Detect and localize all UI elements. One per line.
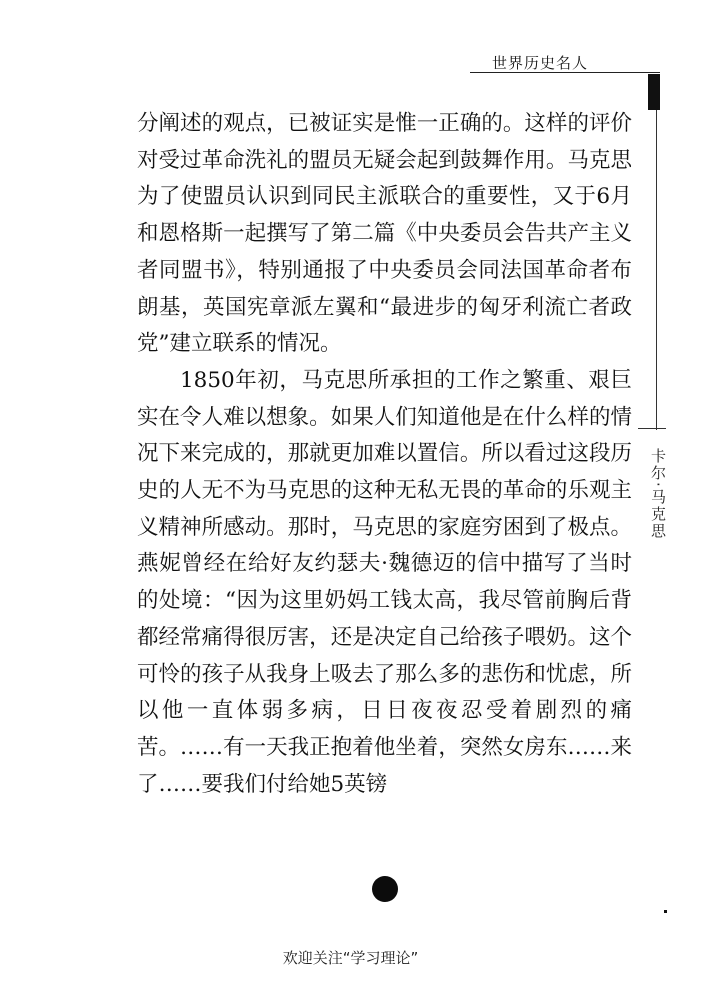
scan-speck [664,910,667,913]
body-text [137,106,632,803]
footer-note: 欢迎关注“学习理论” [282,949,419,967]
paragraph-2: 1850年初，马克思所承担的工作之繁重、艰巨实在令人难以想象。如果人们知道他是在什么样的情况下来完成的，那就更加难以置信。所以看过这段历史的人无不为马克思的这种无私无畏的革命的乐观主义精神所感动。那时，马克思的家庭穷困到了极点。燕妮曾经在给好友约瑟夫·魏德迈的信中描写了当时的处境：“因为这里奶妈工钱太高，我尽管前胸后背都经常痛得很厉害，还是决定自己给孩子喂奶。这个可怜的孩子从我身上吸去了那么多的悲伤和忧虑，所以他一直体弱多病，日日夜夜忍受着剧烈的痛苦。……有一天我正抱着他坐着，突然女房东……来了……要我们付给她5英镑 [137,367,632,797]
page-dot-ornament [372,876,398,902]
edge-marker-bar [648,74,660,110]
series-title: 世界历史名人 [492,54,589,72]
side-chapter-label: 卡尔·马克思 [649,448,667,540]
side-rule-tick [638,428,666,429]
paragraph-1: 分阐述的观点，已被证实是惟一正确的。这样的评价对受过革命洗礼的盟员无疑会起到鼓舞作用。马克思为了使盟员认识到同民主派联合的重要性，又于6月和恩格斯一起撰写了第二篇《中央委员会告共产主义者同盟书》，特别通报了中央委员会同法国革命者布朗基，英国宪章派左翼和“最进步的匈牙利流亡者政党”建立联系的情况。 [137,111,632,357]
side-rule [656,110,657,430]
header-rule [470,72,660,73]
